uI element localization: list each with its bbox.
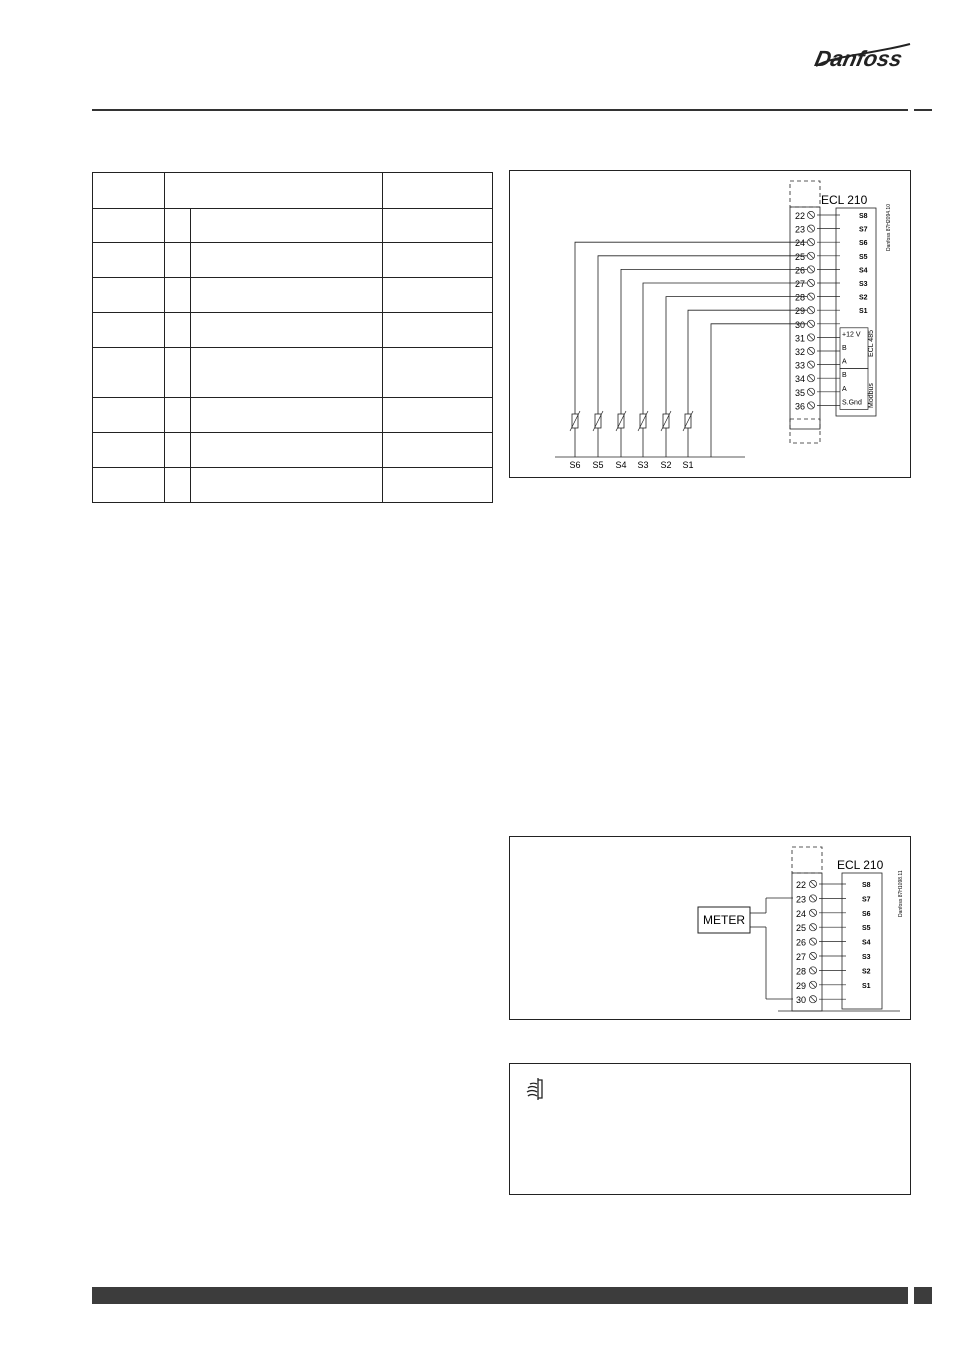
sensor-label: S1 <box>682 460 694 470</box>
sensor-input-label: S2 <box>859 294 868 302</box>
screw-slot <box>811 968 816 973</box>
sensor-input-label: S7 <box>859 226 868 234</box>
sensor-input-label: S6 <box>859 240 868 248</box>
sensor-label: S2 <box>660 460 672 470</box>
table-cell <box>93 313 165 348</box>
screw-slot <box>809 376 814 381</box>
meter-wiring-svg <box>510 837 910 1019</box>
common-wire <box>711 324 807 457</box>
table-cell <box>383 313 493 348</box>
screw-slot <box>809 267 814 272</box>
table-cell <box>191 348 383 398</box>
sensor-wire <box>666 297 807 457</box>
table-cell <box>191 468 383 503</box>
terminal-number: 24 <box>796 908 807 919</box>
table-cell <box>383 398 493 433</box>
table-cell <box>383 173 493 209</box>
logo-wordmark: Danfoss <box>812 46 905 71</box>
device-title: ECL 210 <box>821 193 868 207</box>
terminal-number: 22 <box>795 211 806 221</box>
sensor-input-label: S8 <box>862 882 871 889</box>
terminal-number: 25 <box>796 923 807 934</box>
screw-slot <box>809 294 814 299</box>
screw-slot <box>811 882 816 887</box>
table-cell <box>165 468 191 503</box>
table-cell <box>93 209 165 243</box>
table-cell <box>383 468 493 503</box>
terminal-number: 34 <box>795 374 806 385</box>
table-row <box>93 468 493 503</box>
sensor-wire <box>621 269 807 457</box>
screw-slot <box>809 253 814 258</box>
screw-slot <box>811 910 816 915</box>
screw-slot <box>809 389 814 394</box>
sensor-input-label: S2 <box>862 968 871 976</box>
table-cell <box>165 209 191 243</box>
screw-slot <box>809 308 814 313</box>
table-row <box>93 209 493 243</box>
terminal-number: 23 <box>796 894 807 905</box>
sensor-input-label: S5 <box>862 925 871 933</box>
sensor-label: S5 <box>592 460 604 470</box>
terminal-number: 27 <box>795 279 806 289</box>
header-rule-tab <box>914 109 932 111</box>
terminal-number: 30 <box>796 995 807 1006</box>
sensor-input-label: S1 <box>862 982 871 990</box>
sensor-wire <box>688 310 807 457</box>
terminal-number: 27 <box>796 952 807 962</box>
terminal-number: 32 <box>795 347 806 357</box>
terminal-number: 26 <box>795 265 806 276</box>
screw-slot <box>809 226 814 231</box>
danfoss-logo <box>812 36 914 78</box>
screw-slot <box>811 997 816 1002</box>
table-cell <box>93 433 165 468</box>
sensor-input-label: S3 <box>862 954 871 961</box>
bus-label: A <box>842 385 847 393</box>
table-cell <box>165 243 191 278</box>
table-cell <box>165 313 191 348</box>
table-cell <box>93 398 165 433</box>
screw-slot <box>809 349 814 354</box>
bus-label-ecl485: ECL 485 <box>868 330 875 357</box>
table-row <box>93 348 493 398</box>
table-row <box>93 278 493 313</box>
sensor-input-label: S4 <box>862 939 871 947</box>
table-cell <box>93 278 165 313</box>
table-cell <box>191 313 383 348</box>
device-title: ECL 210 <box>837 858 884 872</box>
sensor-input-label: S4 <box>859 267 868 275</box>
table-cell <box>93 348 165 398</box>
screw-slot <box>809 213 814 218</box>
screw-slot <box>811 925 816 930</box>
meter-wiring-diagram <box>509 836 911 1020</box>
terminal-number: 25 <box>795 251 806 262</box>
terminal-number: 24 <box>795 238 806 249</box>
screw-slot <box>811 982 816 987</box>
sensor-input-label: S8 <box>859 213 868 220</box>
terminal-number: 26 <box>796 937 807 948</box>
table-cell <box>383 348 493 398</box>
drawing-code: Danfoss 87H2094.10 <box>886 204 892 251</box>
terminal-number: 31 <box>795 333 806 344</box>
sensor-wiring-svg <box>510 171 910 477</box>
sensor-label: S4 <box>615 460 627 470</box>
bus-label-modbus: Modbus <box>868 383 875 408</box>
table-cell <box>165 398 191 433</box>
sensor-input-label: S1 <box>859 308 868 316</box>
terminal-number: 28 <box>795 292 806 303</box>
screw-slot <box>809 362 814 367</box>
sensor-input-label: S6 <box>862 910 871 918</box>
bus-label: B <box>842 345 847 352</box>
screw-slot <box>811 954 816 959</box>
table-cell <box>165 348 191 398</box>
terminal-number: 35 <box>795 387 806 398</box>
bus-label: A <box>842 358 847 366</box>
screw-slot <box>811 939 816 944</box>
screw-slot <box>809 281 814 286</box>
sensor-label: S6 <box>569 460 581 470</box>
table-cell <box>165 278 191 313</box>
sensor-input-label: S5 <box>859 253 868 261</box>
table-cell <box>165 433 191 468</box>
screw-slot <box>809 240 814 245</box>
table-row <box>93 398 493 433</box>
pointing-hand-icon <box>524 1076 546 1102</box>
table-cell <box>93 173 165 209</box>
table-cell <box>191 209 383 243</box>
terminal-number: 22 <box>796 880 807 890</box>
sensor-wire <box>598 256 807 457</box>
table-row <box>93 313 493 348</box>
drawing-code: Danfoss 87H1098.11 <box>898 870 904 917</box>
screw-slot <box>809 321 814 326</box>
screw-slot <box>809 403 814 408</box>
table-row <box>93 433 493 468</box>
footer-bar <box>92 1287 908 1304</box>
bus-label: S.Gnd <box>842 399 862 407</box>
terminal-number: 30 <box>795 319 806 330</box>
sensor-input-label: S7 <box>862 896 871 904</box>
table-cell <box>165 173 383 209</box>
sensor-table <box>92 172 492 502</box>
terminal-number: 29 <box>795 306 806 317</box>
sensor-label: S3 <box>637 460 649 470</box>
table-cell <box>93 243 165 278</box>
bus-label: +12 V <box>842 331 861 339</box>
terminal-number: 29 <box>796 980 807 991</box>
terminal-number: 23 <box>795 224 806 235</box>
sensor-input-label: S3 <box>859 281 868 288</box>
table-cell <box>383 278 493 313</box>
table-row <box>93 243 493 278</box>
meter-label: METER <box>703 913 745 927</box>
table-cell <box>383 209 493 243</box>
terminal-number: 33 <box>795 360 806 371</box>
table-cell <box>383 433 493 468</box>
table-cell <box>191 433 383 468</box>
screw-slot <box>809 335 814 340</box>
sensor-wire <box>643 283 807 457</box>
screw-slot <box>811 896 816 901</box>
header-rule <box>92 109 908 111</box>
table-cell <box>383 243 493 278</box>
sensor-wiring-diagram <box>509 170 911 478</box>
terminal-number: 28 <box>796 966 807 977</box>
table-header-row <box>93 173 493 209</box>
table-cell <box>191 243 383 278</box>
footer-tab <box>914 1287 932 1304</box>
table-cell <box>191 398 383 433</box>
table-cell <box>93 468 165 503</box>
table-cell <box>191 278 383 313</box>
note-box <box>509 1063 911 1195</box>
terminal-number: 36 <box>795 401 806 412</box>
bus-label: B <box>842 372 847 380</box>
